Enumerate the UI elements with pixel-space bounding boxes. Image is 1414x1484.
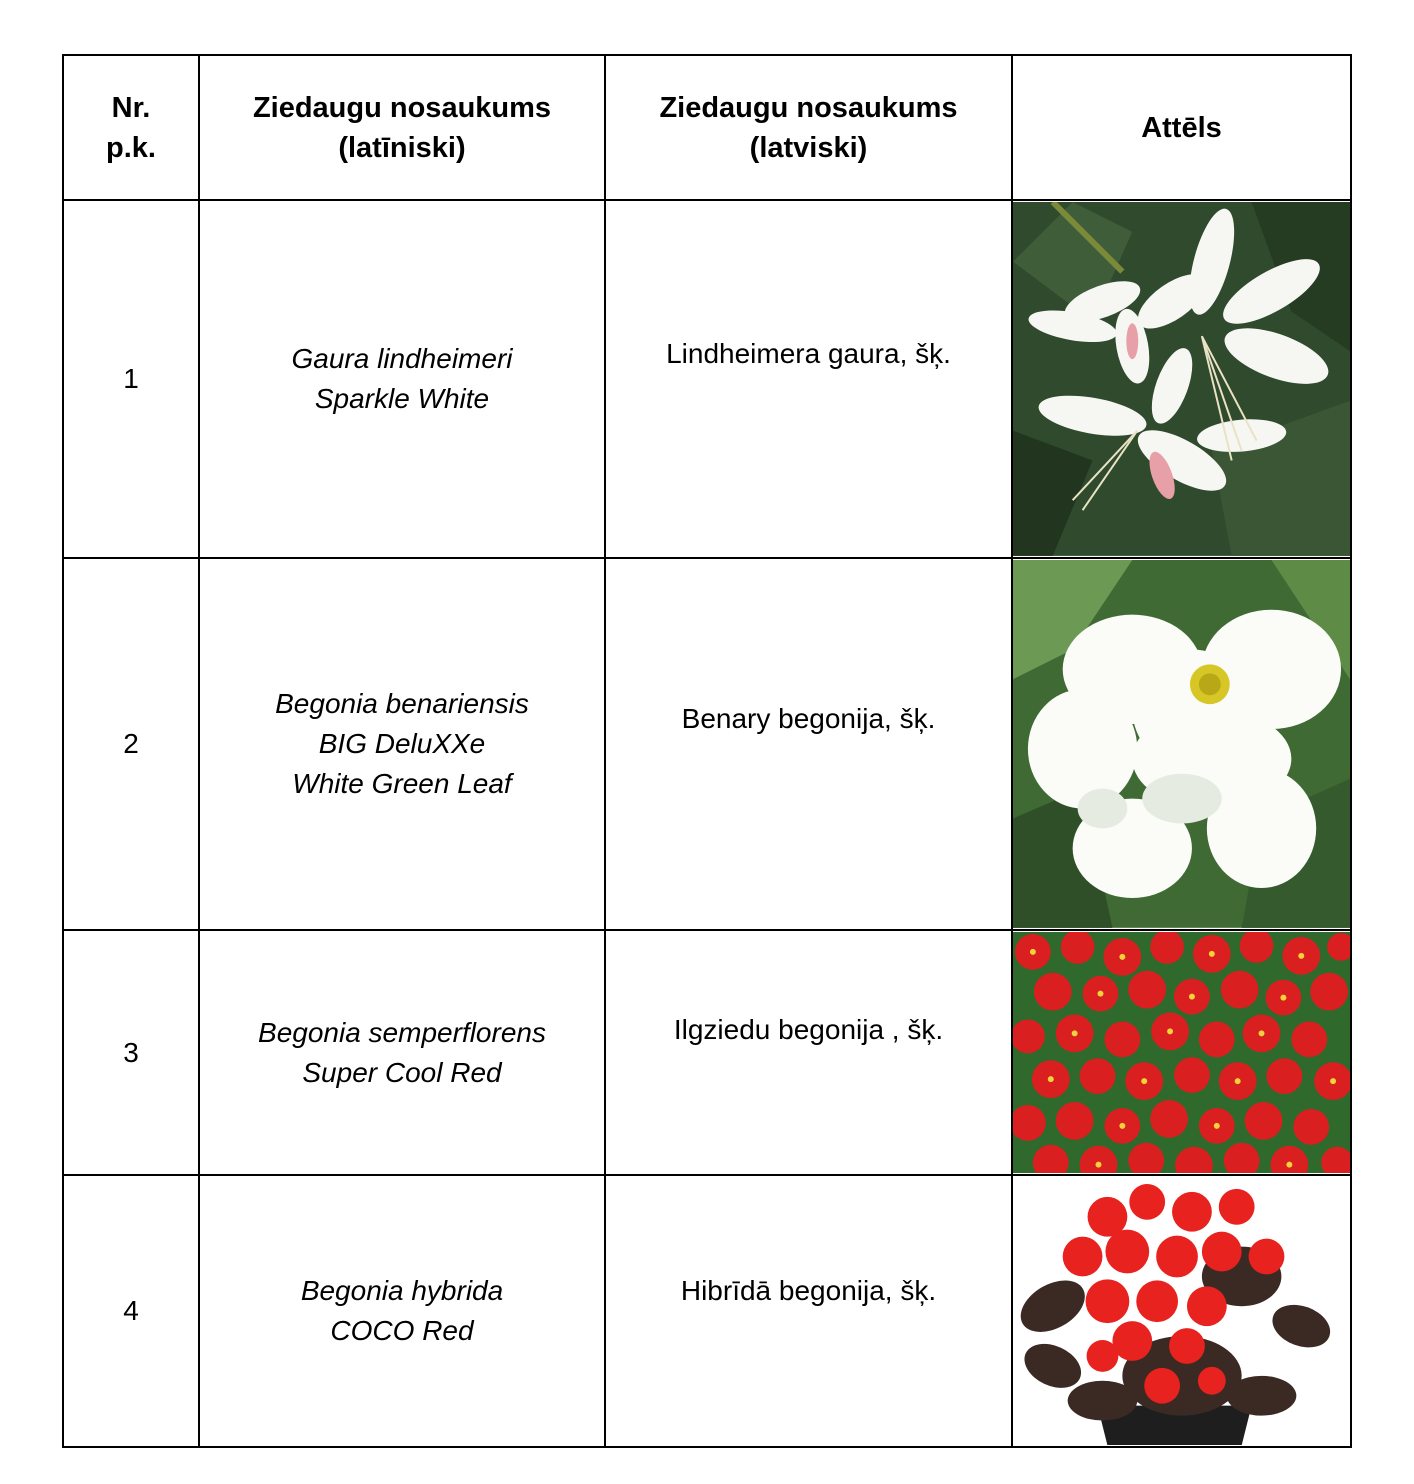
table-row — [63, 558, 1351, 930]
header-nr: Nr. p.k. — [63, 55, 199, 200]
latvian-name: Lindheimera gaura, šķ. — [605, 200, 1012, 558]
row-number: 1 — [63, 200, 199, 558]
row-number: 4 — [63, 1175, 199, 1447]
flower-table — [62, 54, 1352, 1448]
red-begonia-pot-photo — [1013, 1177, 1350, 1445]
white-begonia-flower-photo — [1013, 560, 1350, 928]
header-row — [63, 55, 1351, 200]
table-row — [63, 1175, 1351, 1447]
row-number: 3 — [63, 930, 199, 1175]
latvian-name: Ilgziedu begonija , šķ. — [605, 930, 1012, 1175]
latin-name: Begonia benariensis BIG DeluXXe White Green Leaf — [199, 558, 605, 930]
white-gaura-flower-photo — [1013, 202, 1350, 556]
latvian-name: Hibrīdā begonija, šķ. — [605, 1175, 1012, 1447]
latin-name: Gaura lindheimeri Sparkle White — [199, 200, 605, 558]
red-begonia-bed-photo — [1013, 932, 1350, 1174]
latvian-name: Benary begonija, šķ. — [605, 558, 1012, 930]
table-row — [63, 930, 1351, 1175]
latin-name: Begonia semperflorens Super Cool Red — [199, 930, 605, 1175]
header-latin-name: Ziedaugu nosaukums (latīniski) — [199, 55, 605, 200]
latin-name: Begonia hybrida COCO Red — [199, 1175, 605, 1447]
table-row — [63, 200, 1351, 558]
row-number: 2 — [63, 558, 199, 930]
header-image: Attēls — [1012, 55, 1351, 200]
header-latvian-name: Ziedaugu nosaukums (latviski) — [605, 55, 1012, 200]
